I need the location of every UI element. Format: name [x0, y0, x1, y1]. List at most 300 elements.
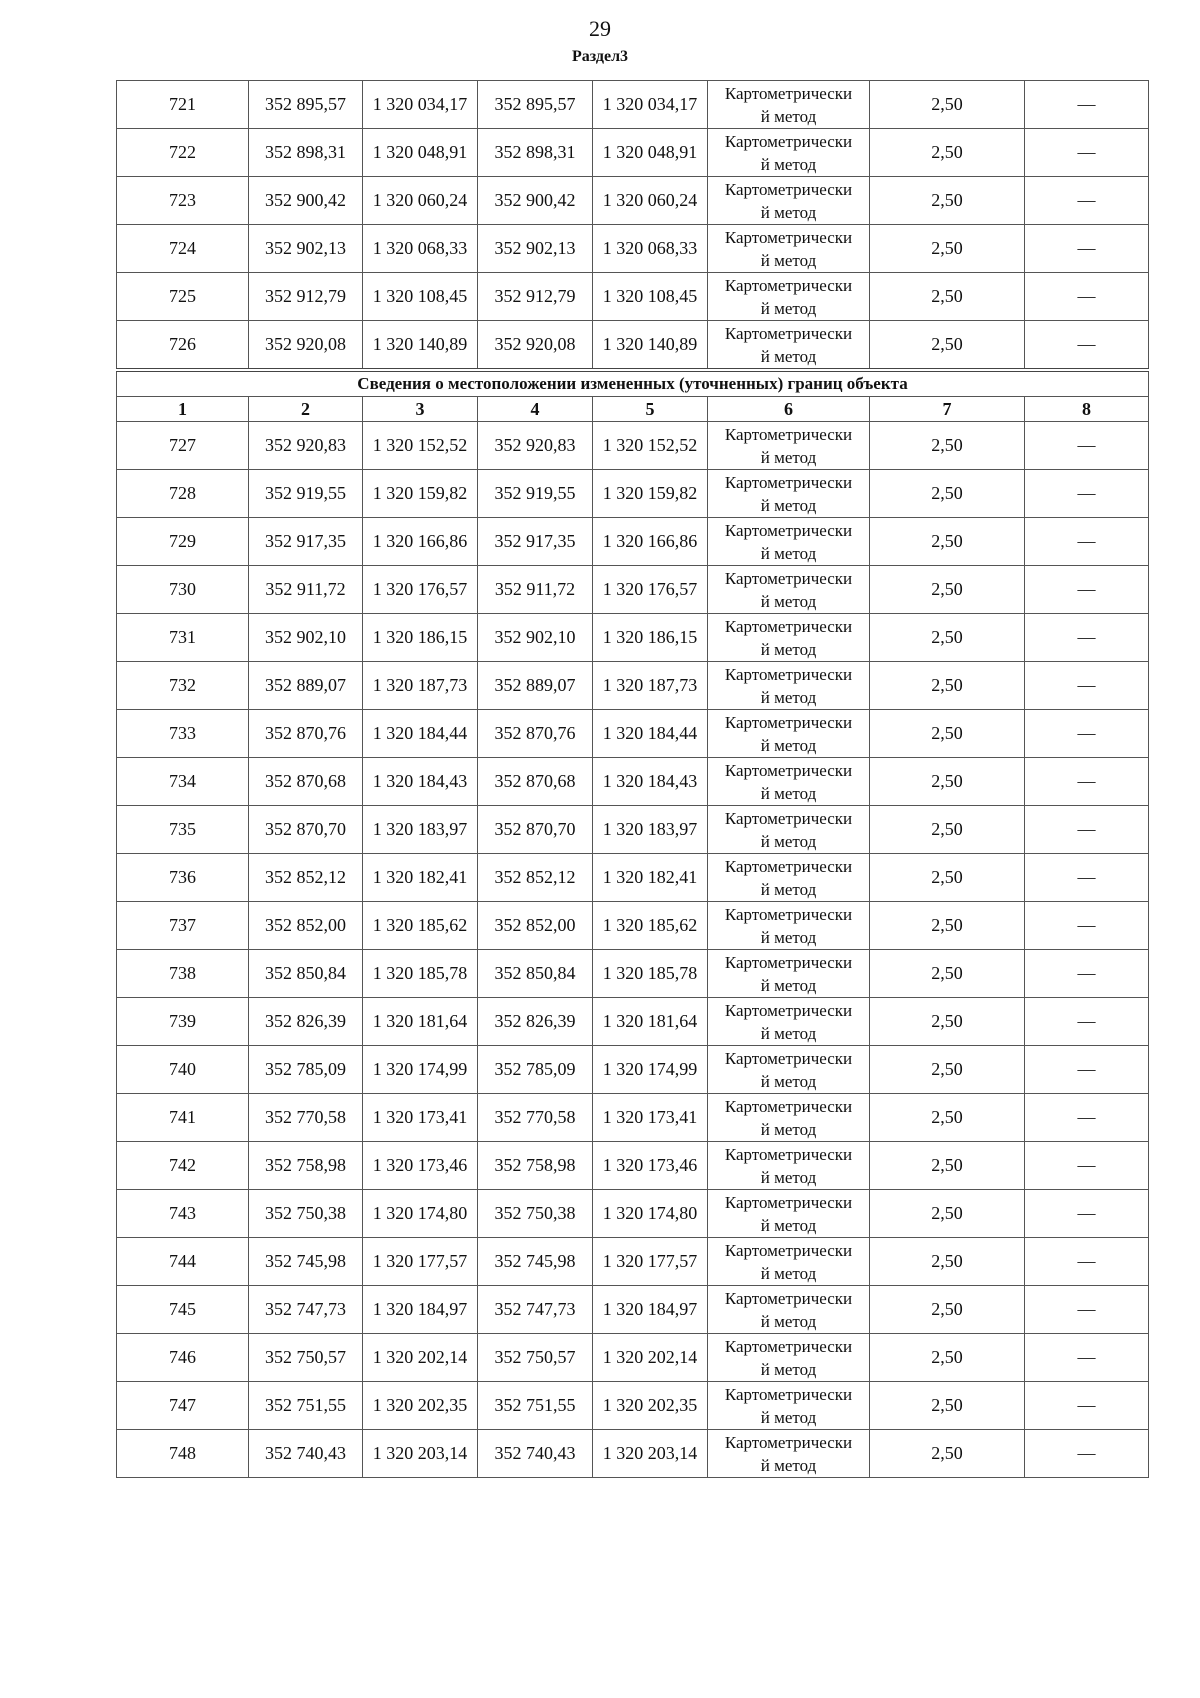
table-row	[117, 1334, 1149, 1382]
method-line-2: й метод	[760, 1071, 817, 1091]
x-coordinate-new-cell: 352 898,31	[478, 129, 593, 177]
y-coordinate-cell: 1 320 184,97	[363, 1286, 478, 1334]
y-coordinate-cell: 1 320 173,41	[363, 1094, 478, 1142]
method-cell	[708, 1238, 870, 1286]
accuracy-cell: 2,50	[870, 518, 1025, 566]
method-line-2: й метод	[760, 783, 817, 803]
accuracy-cell: 2,50	[870, 854, 1025, 902]
method-line-2: й метод	[760, 106, 817, 126]
y-coordinate-new-cell: 1 320 202,35	[593, 1382, 708, 1430]
x-coordinate-cell: 352 902,10	[249, 614, 363, 662]
y-coordinate-new-cell: 1 320 173,41	[593, 1094, 708, 1142]
point-number-cell: 745	[117, 1286, 249, 1334]
point-number-cell: 729	[117, 518, 249, 566]
x-coordinate-new-cell: 352 850,84	[478, 950, 593, 998]
method-line-2: й метод	[760, 1407, 817, 1427]
point-number-cell: 739	[117, 998, 249, 1046]
method-cell	[708, 273, 870, 321]
column-number: 6	[708, 397, 870, 422]
method-line-1: Картометрически	[724, 1144, 853, 1164]
table-row	[117, 950, 1149, 998]
x-coordinate-cell: 352 826,39	[249, 998, 363, 1046]
method-cell	[708, 662, 870, 710]
x-coordinate-cell: 352 911,72	[249, 566, 363, 614]
accuracy-cell: 2,50	[870, 1238, 1025, 1286]
y-coordinate-new-cell: 1 320 183,97	[593, 806, 708, 854]
note-cell: —	[1025, 470, 1149, 518]
table-row	[117, 129, 1149, 177]
accuracy-cell: 2,50	[870, 422, 1025, 470]
table-row	[117, 1094, 1149, 1142]
method-cell	[708, 710, 870, 758]
point-number-cell: 722	[117, 129, 249, 177]
x-coordinate-new-cell: 352 870,76	[478, 710, 593, 758]
y-coordinate-new-cell: 1 320 182,41	[593, 854, 708, 902]
x-coordinate-cell: 352 745,98	[249, 1238, 363, 1286]
x-coordinate-cell: 352 920,83	[249, 422, 363, 470]
y-coordinate-new-cell: 1 320 185,62	[593, 902, 708, 950]
x-coordinate-cell: 352 919,55	[249, 470, 363, 518]
x-coordinate-cell: 352 870,70	[249, 806, 363, 854]
method-line-1: Картометрически	[724, 83, 853, 103]
table-row	[117, 1142, 1149, 1190]
accuracy-cell: 2,50	[870, 1142, 1025, 1190]
table-row	[117, 81, 1149, 129]
method-line-1: Картометрически	[724, 760, 853, 780]
accuracy-cell: 2,50	[870, 902, 1025, 950]
y-coordinate-new-cell: 1 320 184,44	[593, 710, 708, 758]
table-row	[117, 662, 1149, 710]
method-line-2: й метод	[760, 687, 817, 707]
accuracy-cell: 2,50	[870, 1382, 1025, 1430]
accuracy-cell: 2,50	[870, 1430, 1025, 1478]
x-coordinate-cell: 352 898,31	[249, 129, 363, 177]
y-coordinate-new-cell: 1 320 186,15	[593, 614, 708, 662]
y-coordinate-new-cell: 1 320 176,57	[593, 566, 708, 614]
method-line-1: Картометрически	[724, 856, 853, 876]
table-row	[117, 710, 1149, 758]
y-coordinate-cell: 1 320 177,57	[363, 1238, 478, 1286]
method-line-1: Картометрически	[724, 179, 853, 199]
method-cell	[708, 1046, 870, 1094]
accuracy-cell: 2,50	[870, 1334, 1025, 1382]
method-cell	[708, 470, 870, 518]
y-coordinate-new-cell: 1 320 184,43	[593, 758, 708, 806]
point-number-cell: 726	[117, 321, 249, 371]
accuracy-cell: 2,50	[870, 225, 1025, 273]
point-number-cell: 742	[117, 1142, 249, 1190]
table-body-before	[117, 81, 1149, 371]
page-number: 29	[589, 16, 611, 41]
y-coordinate-new-cell: 1 320 034,17	[593, 81, 708, 129]
method-line-1: Картометрически	[724, 1096, 853, 1116]
table-body-after	[117, 422, 1149, 1478]
method-line-2: й метод	[760, 639, 817, 659]
table-row	[117, 177, 1149, 225]
table-row	[117, 614, 1149, 662]
y-coordinate-new-cell: 1 320 184,97	[593, 1286, 708, 1334]
x-coordinate-cell: 352 770,58	[249, 1094, 363, 1142]
note-cell: —	[1025, 902, 1149, 950]
note-cell: —	[1025, 854, 1149, 902]
point-number-cell: 721	[117, 81, 249, 129]
y-coordinate-cell: 1 320 187,73	[363, 662, 478, 710]
x-coordinate-new-cell: 352 889,07	[478, 662, 593, 710]
point-number-cell: 747	[117, 1382, 249, 1430]
accuracy-cell: 2,50	[870, 566, 1025, 614]
y-coordinate-new-cell: 1 320 181,64	[593, 998, 708, 1046]
note-cell: —	[1025, 1190, 1149, 1238]
method-line-1: Картометрически	[724, 1192, 853, 1212]
column-number: 4	[478, 397, 593, 422]
x-coordinate-cell: 352 751,55	[249, 1382, 363, 1430]
y-coordinate-new-cell: 1 320 185,78	[593, 950, 708, 998]
x-coordinate-new-cell: 352 902,13	[478, 225, 593, 273]
point-number-cell: 734	[117, 758, 249, 806]
method-line-2: й метод	[760, 831, 817, 851]
column-number: 7	[870, 397, 1025, 422]
y-coordinate-cell: 1 320 108,45	[363, 273, 478, 321]
table-row	[117, 321, 1149, 371]
section-title: Раздел3	[571, 48, 629, 65]
method-line-1: Картометрически	[724, 712, 853, 732]
note-cell: —	[1025, 998, 1149, 1046]
point-number-cell: 748	[117, 1430, 249, 1478]
y-coordinate-new-cell: 1 320 174,99	[593, 1046, 708, 1094]
column-number: 5	[593, 397, 708, 422]
point-number-cell: 723	[117, 177, 249, 225]
y-coordinate-new-cell: 1 320 187,73	[593, 662, 708, 710]
note-cell: —	[1025, 566, 1149, 614]
method-line-2: й метод	[760, 154, 817, 174]
method-line-2: й метод	[760, 250, 817, 270]
x-coordinate-cell: 352 740,43	[249, 1430, 363, 1478]
method-cell	[708, 1142, 870, 1190]
x-coordinate-cell: 352 889,07	[249, 662, 363, 710]
method-line-1: Картометрически	[724, 1288, 853, 1308]
note-cell: —	[1025, 950, 1149, 998]
method-cell	[708, 950, 870, 998]
y-coordinate-new-cell: 1 320 177,57	[593, 1238, 708, 1286]
y-coordinate-cell: 1 320 068,33	[363, 225, 478, 273]
y-coordinate-cell: 1 320 034,17	[363, 81, 478, 129]
note-cell: —	[1025, 1334, 1149, 1382]
point-number-cell: 741	[117, 1094, 249, 1142]
x-coordinate-cell: 352 747,73	[249, 1286, 363, 1334]
note-cell: —	[1025, 614, 1149, 662]
method-line-1: Картометрически	[724, 323, 853, 343]
accuracy-cell: 2,50	[870, 998, 1025, 1046]
method-cell	[708, 758, 870, 806]
method-line-1: Картометрически	[724, 664, 853, 684]
table-row	[117, 518, 1149, 566]
y-coordinate-cell: 1 320 140,89	[363, 321, 478, 371]
column-number: 1	[117, 397, 249, 422]
x-coordinate-new-cell: 352 770,58	[478, 1094, 593, 1142]
x-coordinate-new-cell: 352 919,55	[478, 470, 593, 518]
method-cell	[708, 81, 870, 129]
table-row	[117, 758, 1149, 806]
method-line-1: Картометрически	[724, 472, 853, 492]
column-number: 3	[363, 397, 478, 422]
point-number-cell: 737	[117, 902, 249, 950]
x-coordinate-cell: 352 920,08	[249, 321, 363, 371]
x-coordinate-new-cell: 352 740,43	[478, 1430, 593, 1478]
method-line-2: й метод	[760, 1311, 817, 1331]
method-line-2: й метод	[760, 1023, 817, 1043]
x-coordinate-new-cell: 352 900,42	[478, 177, 593, 225]
method-line-2: й метод	[760, 1263, 817, 1283]
y-coordinate-new-cell: 1 320 060,24	[593, 177, 708, 225]
accuracy-cell: 2,50	[870, 806, 1025, 854]
y-coordinate-new-cell: 1 320 202,14	[593, 1334, 708, 1382]
note-cell: —	[1025, 662, 1149, 710]
point-number-cell: 735	[117, 806, 249, 854]
x-coordinate-new-cell: 352 785,09	[478, 1046, 593, 1094]
point-number-cell: 725	[117, 273, 249, 321]
method-line-1: Картометрически	[724, 1048, 853, 1068]
method-line-1: Картометрически	[724, 952, 853, 972]
table-row	[117, 566, 1149, 614]
y-coordinate-cell: 1 320 184,44	[363, 710, 478, 758]
x-coordinate-new-cell: 352 826,39	[478, 998, 593, 1046]
method-cell	[708, 1286, 870, 1334]
method-line-1: Картометрически	[724, 424, 853, 444]
x-coordinate-new-cell: 352 745,98	[478, 1238, 593, 1286]
x-coordinate-new-cell: 352 920,08	[478, 321, 593, 371]
y-coordinate-cell: 1 320 202,35	[363, 1382, 478, 1430]
y-coordinate-cell: 1 320 174,99	[363, 1046, 478, 1094]
column-number-row	[117, 397, 1149, 422]
x-coordinate-cell: 352 900,42	[249, 177, 363, 225]
accuracy-cell: 2,50	[870, 950, 1025, 998]
method-line-2: й метод	[760, 735, 817, 755]
method-line-1: Картометрически	[724, 275, 853, 295]
table-row	[117, 470, 1149, 518]
subheading-cell: Сведения о местоположении измененных (уточненных) границ объекта	[117, 370, 1149, 397]
method-line-1: Картометрически	[724, 904, 853, 924]
y-coordinate-cell: 1 320 174,80	[363, 1190, 478, 1238]
method-line-2: й метод	[760, 447, 817, 467]
table-row	[117, 273, 1149, 321]
table-row	[117, 1382, 1149, 1430]
note-cell: —	[1025, 1238, 1149, 1286]
x-coordinate-cell: 352 750,38	[249, 1190, 363, 1238]
accuracy-cell: 2,50	[870, 710, 1025, 758]
y-coordinate-cell: 1 320 173,46	[363, 1142, 478, 1190]
y-coordinate-new-cell: 1 320 173,46	[593, 1142, 708, 1190]
x-coordinate-cell: 352 750,57	[249, 1334, 363, 1382]
x-coordinate-new-cell: 352 852,12	[478, 854, 593, 902]
note-cell: —	[1025, 758, 1149, 806]
y-coordinate-new-cell: 1 320 174,80	[593, 1190, 708, 1238]
table-row	[117, 902, 1149, 950]
note-cell: —	[1025, 81, 1149, 129]
x-coordinate-new-cell: 352 895,57	[478, 81, 593, 129]
y-coordinate-cell: 1 320 185,78	[363, 950, 478, 998]
method-cell	[708, 177, 870, 225]
y-coordinate-cell: 1 320 181,64	[363, 998, 478, 1046]
table-row	[117, 998, 1149, 1046]
y-coordinate-cell: 1 320 176,57	[363, 566, 478, 614]
method-cell	[708, 129, 870, 177]
x-coordinate-cell: 352 870,68	[249, 758, 363, 806]
accuracy-cell: 2,50	[870, 662, 1025, 710]
y-coordinate-new-cell: 1 320 140,89	[593, 321, 708, 371]
y-coordinate-cell: 1 320 203,14	[363, 1430, 478, 1478]
method-line-2: й метод	[760, 879, 817, 899]
method-cell	[708, 614, 870, 662]
method-cell	[708, 422, 870, 470]
method-cell	[708, 321, 870, 371]
table-row	[117, 1286, 1149, 1334]
accuracy-cell: 2,50	[870, 758, 1025, 806]
method-cell	[708, 1094, 870, 1142]
table-row	[117, 806, 1149, 854]
point-number-cell: 728	[117, 470, 249, 518]
y-coordinate-new-cell: 1 320 108,45	[593, 273, 708, 321]
point-number-cell: 738	[117, 950, 249, 998]
note-cell: —	[1025, 177, 1149, 225]
y-coordinate-new-cell: 1 320 203,14	[593, 1430, 708, 1478]
accuracy-cell: 2,50	[870, 321, 1025, 371]
column-number: 2	[249, 397, 363, 422]
table-row	[117, 1430, 1149, 1478]
y-coordinate-cell: 1 320 159,82	[363, 470, 478, 518]
x-coordinate-new-cell: 352 911,72	[478, 566, 593, 614]
note-cell: —	[1025, 518, 1149, 566]
x-coordinate-new-cell: 352 917,35	[478, 518, 593, 566]
note-cell: —	[1025, 1094, 1149, 1142]
note-cell: —	[1025, 225, 1149, 273]
method-line-1: Картометрически	[724, 227, 853, 247]
method-cell	[708, 1382, 870, 1430]
point-number-cell: 731	[117, 614, 249, 662]
table-row	[117, 854, 1149, 902]
y-coordinate-cell: 1 320 183,97	[363, 806, 478, 854]
x-coordinate-new-cell: 352 912,79	[478, 273, 593, 321]
method-cell	[708, 1334, 870, 1382]
y-coordinate-cell: 1 320 152,52	[363, 422, 478, 470]
method-line-1: Картометрически	[724, 1000, 853, 1020]
method-line-2: й метод	[760, 1359, 817, 1379]
method-cell	[708, 1190, 870, 1238]
method-line-1: Картометрически	[724, 1384, 853, 1404]
y-coordinate-new-cell: 1 320 159,82	[593, 470, 708, 518]
accuracy-cell: 2,50	[870, 177, 1025, 225]
method-line-2: й метод	[760, 495, 817, 515]
note-cell: —	[1025, 321, 1149, 371]
point-number-cell: 744	[117, 1238, 249, 1286]
method-line-2: й метод	[760, 346, 817, 366]
x-coordinate-cell: 352 917,35	[249, 518, 363, 566]
point-number-cell: 740	[117, 1046, 249, 1094]
x-coordinate-cell: 352 852,12	[249, 854, 363, 902]
method-line-2: й метод	[760, 1215, 817, 1235]
x-coordinate-new-cell: 352 747,73	[478, 1286, 593, 1334]
method-line-2: й метод	[760, 298, 817, 318]
table-subheading-section	[117, 370, 1149, 422]
accuracy-cell: 2,50	[870, 1190, 1025, 1238]
x-coordinate-cell: 352 852,00	[249, 902, 363, 950]
method-line-2: й метод	[760, 927, 817, 947]
accuracy-cell: 2,50	[870, 470, 1025, 518]
method-cell	[708, 998, 870, 1046]
method-cell	[708, 806, 870, 854]
point-number-cell: 730	[117, 566, 249, 614]
x-coordinate-cell: 352 870,76	[249, 710, 363, 758]
table-row	[117, 422, 1149, 470]
table-row	[117, 1190, 1149, 1238]
y-coordinate-cell: 1 320 185,62	[363, 902, 478, 950]
table-row	[117, 1238, 1149, 1286]
point-number-cell: 733	[117, 710, 249, 758]
method-cell	[708, 902, 870, 950]
accuracy-cell: 2,50	[870, 129, 1025, 177]
y-coordinate-cell: 1 320 048,91	[363, 129, 478, 177]
method-line-1: Картометрически	[724, 1240, 853, 1260]
y-coordinate-new-cell: 1 320 068,33	[593, 225, 708, 273]
accuracy-cell: 2,50	[870, 81, 1025, 129]
x-coordinate-new-cell: 352 920,83	[478, 422, 593, 470]
note-cell: —	[1025, 273, 1149, 321]
note-cell: —	[1025, 1286, 1149, 1334]
y-coordinate-new-cell: 1 320 152,52	[593, 422, 708, 470]
x-coordinate-new-cell: 352 750,38	[478, 1190, 593, 1238]
y-coordinate-cell: 1 320 186,15	[363, 614, 478, 662]
method-cell	[708, 1430, 870, 1478]
x-coordinate-new-cell: 352 870,70	[478, 806, 593, 854]
point-number-cell: 743	[117, 1190, 249, 1238]
point-number-cell: 746	[117, 1334, 249, 1382]
table-row	[117, 225, 1149, 273]
note-cell: —	[1025, 129, 1149, 177]
y-coordinate-cell: 1 320 184,43	[363, 758, 478, 806]
point-number-cell: 732	[117, 662, 249, 710]
accuracy-cell: 2,50	[870, 1094, 1025, 1142]
method-line-1: Картометрически	[724, 131, 853, 151]
y-coordinate-cell: 1 320 060,24	[363, 177, 478, 225]
method-line-1: Картометрически	[724, 520, 853, 540]
method-line-2: й метод	[760, 202, 817, 222]
x-coordinate-cell: 352 758,98	[249, 1142, 363, 1190]
note-cell: —	[1025, 1430, 1149, 1478]
method-line-2: й метод	[760, 1167, 817, 1187]
note-cell: —	[1025, 1142, 1149, 1190]
note-cell: —	[1025, 1382, 1149, 1430]
method-line-1: Картометрически	[724, 568, 853, 588]
method-line-1: Картометрически	[724, 616, 853, 636]
y-coordinate-new-cell: 1 320 166,86	[593, 518, 708, 566]
note-cell: —	[1025, 710, 1149, 758]
x-coordinate-cell: 352 785,09	[249, 1046, 363, 1094]
point-number-cell: 736	[117, 854, 249, 902]
method-line-1: Картометрически	[724, 1336, 853, 1356]
method-line-2: й метод	[760, 591, 817, 611]
x-coordinate-cell: 352 912,79	[249, 273, 363, 321]
x-coordinate-cell: 352 902,13	[249, 225, 363, 273]
method-cell	[708, 854, 870, 902]
accuracy-cell: 2,50	[870, 1046, 1025, 1094]
table-row	[117, 1046, 1149, 1094]
accuracy-cell: 2,50	[870, 1286, 1025, 1334]
x-coordinate-new-cell: 352 750,57	[478, 1334, 593, 1382]
x-coordinate-new-cell: 352 751,55	[478, 1382, 593, 1430]
x-coordinate-cell: 352 850,84	[249, 950, 363, 998]
x-coordinate-cell: 352 895,57	[249, 81, 363, 129]
subheading-row	[117, 370, 1149, 397]
x-coordinate-new-cell: 352 870,68	[478, 758, 593, 806]
